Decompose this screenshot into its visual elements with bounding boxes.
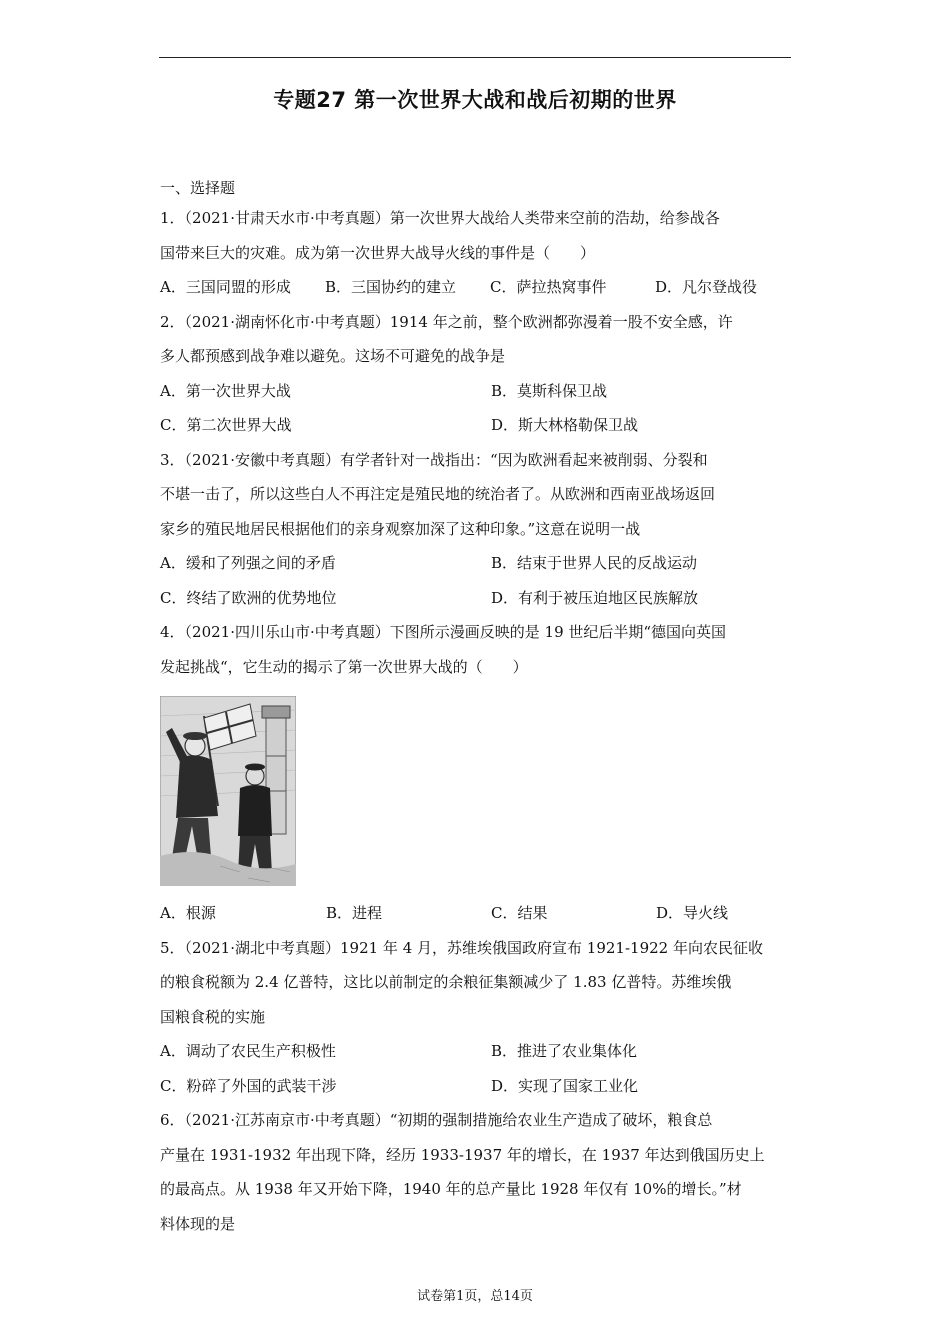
question-list [160,175,792,1241]
page-title: 专题27 第一次世界大战和战后初期的世界 [273,88,677,112]
option-d: D．实现了国家工业化 [491,1076,639,1095]
question-text-line: 家乡的殖民地居民根据他们的亲身观察加深了这种印象。”这意在说明一战 [160,519,641,538]
option-c: C．粉碎了外国的武装干涉 [160,1076,337,1095]
question-1 [160,201,792,305]
option-c: C．第二次世界大战 [160,416,292,434]
options-row [160,546,792,581]
question-text-line: 4．（2021·四川乐山市·中考真题）下图所示漫画反映的是 19 世纪后半期“德国向英国 [160,623,727,641]
option-d: D．导火线 [656,904,729,922]
options-row [160,408,792,443]
option-b: B．莫斯科保卫战 [491,381,608,400]
header-rule [159,57,791,58]
option-b: B．推进了农业集体化 [491,1042,638,1060]
question-text-line: 产量在 1931-1932 年出现下降，经历 1933-1937 年的增长，在 1937 年达到俄国历史上 [160,1145,765,1164]
options-row [160,896,792,931]
options-row [160,1034,792,1069]
option-b: B．进程 [326,904,383,922]
option-d: D．斯大林格勒保卫战 [491,416,639,434]
question-3 [160,443,792,616]
option-a: A．第一次世界大战 [160,381,291,400]
option-c: C．终结了欧洲的优势地位 [160,588,337,607]
option-a: A．根源 [160,904,216,922]
question-text-line: 1．（2021·甘肃天水市·中考真题）第一次世界大战给人类带来空前的浩劫，给参战各 [160,209,720,227]
question-text-line: 的粮食税额为 2.4 亿普特，这比以前制定的余粮征集额减少了 1.83 亿普特。苏维埃俄 [160,973,732,991]
question-6 [160,1103,792,1241]
option-b: B．结束于世界人民的反战运动 [491,554,698,572]
section-heading: 一、选择题 [160,179,236,197]
option-b: B．三国协约的建立 [325,278,457,296]
options-row [160,1069,792,1104]
cartoon-illustration [160,696,296,886]
question-text-line: 多人都预感到战争难以避免。这场不可避免的战争是 [160,347,506,365]
question-text-line: 不堪一击了，所以这些白人不再注定是殖民地的统治者了。从欧洲和西南亚战场返回 [160,485,716,503]
options-row [160,581,792,616]
question-text-line: 5．（2021·湖北中考真题）1921 年 4 月，苏维埃俄国政府宣布 1921-1922 年向农民征收 [160,938,763,957]
option-a: A．缓和了列强之间的矛盾 [160,554,336,572]
question-text-line: 国带来巨大的灾难。成为第一次世界大战导火线的事件是（ ） [160,243,596,262]
question-5 [160,931,792,1104]
option-a: A．调动了农民生产积极性 [160,1042,336,1060]
option-d: D．凡尔登战役 [655,278,758,296]
page-footer: 试卷第1页，总14页 [417,1289,533,1304]
options-row [160,374,792,409]
question-2 [160,305,792,443]
question-text-line: 2．（2021·湖南怀化市·中考真题）1914 年之前，整个欧洲都弥漫着一股不安全感，许 [160,312,733,331]
question-text-line: 的最高点。从 1938 年又开始下降，1940 年的总产量比 1928 年仅有 10%的增长。”材 [160,1180,742,1198]
question-text-line: 3．（2021·安徽中考真题）有学者针对一战指出：“因为欧洲看起来被削弱、分裂和 [160,450,708,469]
question-text-line: 国粮食税的实施 [160,1007,266,1026]
question-text-line: 发起挑战“，它生动的揭示了第一次世界大战的（ ） [160,657,528,676]
option-d: D．有利于被压迫地区民族解放 [491,588,699,607]
question-text-line: 6．（2021·江苏南京市·中考真题）“初期的强制措施给农业生产造成了破坏，粮食总 [160,1111,713,1129]
options-row [160,270,792,305]
option-a: A．三国同盟的形成 [160,278,291,296]
option-c: C．萨拉热窝事件 [490,278,607,296]
question-text-line: 料体现的是 [160,1214,236,1233]
option-c: C．结果 [491,904,548,922]
question-4 [160,615,792,931]
